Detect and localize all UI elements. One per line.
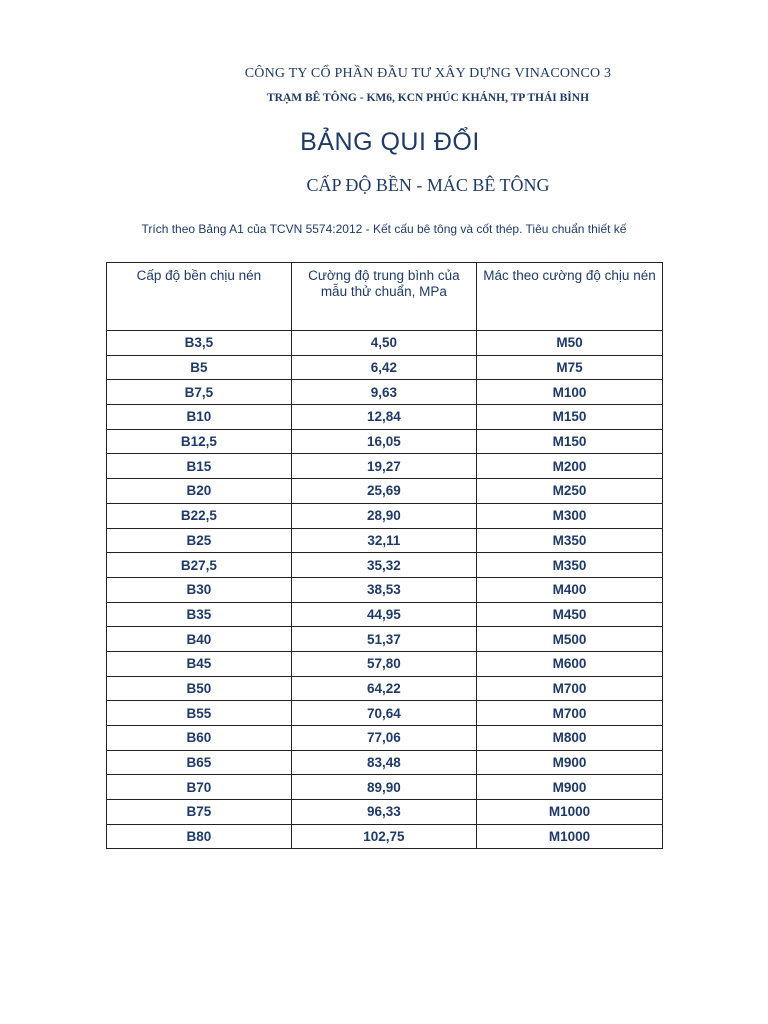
- column-header-grade: Mác theo cường độ chịu nén: [476, 263, 662, 331]
- cell-mean-strength: 64,22: [291, 676, 476, 701]
- cell-mean-strength: 57,80: [291, 651, 476, 676]
- table-row: [107, 479, 663, 504]
- table-row: [107, 577, 663, 602]
- cell-mean-strength: 38,53: [291, 577, 476, 602]
- table-body: [107, 331, 663, 849]
- table-row: [107, 602, 663, 627]
- cell-grade: M200: [476, 454, 662, 479]
- table-row: [107, 355, 663, 380]
- column-header-mean-strength: Cường độ trung bình của mẫu thử chuẩn, MPa: [291, 263, 476, 331]
- cell-mean-strength: 35,32: [291, 553, 476, 578]
- cell-grade: M100: [476, 380, 662, 405]
- cell-strength-class: B60: [107, 726, 292, 751]
- cell-strength-class: B70: [107, 775, 292, 800]
- cell-mean-strength: 89,90: [291, 775, 476, 800]
- table-row: [107, 503, 663, 528]
- cell-grade: M150: [476, 405, 662, 430]
- conversion-table: [106, 262, 663, 849]
- table-row: [107, 405, 663, 430]
- cell-strength-class: B5: [107, 355, 292, 380]
- cell-grade: M250: [476, 479, 662, 504]
- table-row: [107, 380, 663, 405]
- table-row: [107, 553, 663, 578]
- cell-mean-strength: 77,06: [291, 726, 476, 751]
- table-row: [107, 800, 663, 825]
- table-row: [107, 651, 663, 676]
- table-row: [107, 824, 663, 849]
- cell-strength-class: B45: [107, 651, 292, 676]
- cell-grade: M900: [476, 750, 662, 775]
- cell-grade: M500: [476, 627, 662, 652]
- table-row: [107, 627, 663, 652]
- station-address: TRẠM BÊ TÔNG - KM6, KCN PHÚC KHÁNH, TP THÁI BÌNH: [266, 92, 590, 104]
- cell-strength-class: B20: [107, 479, 292, 504]
- cell-strength-class: B10: [107, 405, 292, 430]
- cell-grade: M400: [476, 577, 662, 602]
- cell-strength-class: B27,5: [107, 553, 292, 578]
- cell-strength-class: B25: [107, 528, 292, 553]
- cell-grade: M700: [476, 676, 662, 701]
- cell-strength-class: B50: [107, 676, 292, 701]
- cell-mean-strength: 9,63: [291, 380, 476, 405]
- cell-strength-class: B22,5: [107, 503, 292, 528]
- table-row: [107, 726, 663, 751]
- company-name: CÔNG TY CỔ PHẦN ĐẦU TƯ XÂY DỰNG VINACONCO 3: [244, 66, 612, 81]
- column-header-strength-class: Cấp độ bền chịu nén: [107, 263, 292, 331]
- cell-strength-class: B65: [107, 750, 292, 775]
- cell-grade: M150: [476, 429, 662, 454]
- table-header-row: [107, 263, 663, 331]
- cell-mean-strength: 28,90: [291, 503, 476, 528]
- cell-grade: M700: [476, 701, 662, 726]
- cell-mean-strength: 16,05: [291, 429, 476, 454]
- table-row: [107, 528, 663, 553]
- page-title: BẢNG QUI ĐỔI: [300, 128, 480, 156]
- cell-strength-class: B40: [107, 627, 292, 652]
- cell-strength-class: B55: [107, 701, 292, 726]
- cell-strength-class: B30: [107, 577, 292, 602]
- cell-grade: M75: [476, 355, 662, 380]
- table-row: [107, 701, 663, 726]
- cell-grade: M350: [476, 553, 662, 578]
- cell-strength-class: B12,5: [107, 429, 292, 454]
- cell-mean-strength: 83,48: [291, 750, 476, 775]
- cell-mean-strength: 6,42: [291, 355, 476, 380]
- cell-grade: M1000: [476, 800, 662, 825]
- cell-mean-strength: 70,64: [291, 701, 476, 726]
- cell-strength-class: B75: [107, 800, 292, 825]
- table-row: [107, 750, 663, 775]
- cell-strength-class: B35: [107, 602, 292, 627]
- page-subtitle: CẤP ĐỘ BỀN - MÁC BÊ TÔNG: [306, 175, 550, 195]
- table-row: [107, 454, 663, 479]
- cell-mean-strength: 96,33: [291, 800, 476, 825]
- cell-grade: M800: [476, 726, 662, 751]
- cell-mean-strength: 25,69: [291, 479, 476, 504]
- cell-grade: M450: [476, 602, 662, 627]
- cell-mean-strength: 4,50: [291, 331, 476, 356]
- source-reference: Trích theo Bảng A1 của TCVN 5574:2012 - Kết cấu bê tông và cốt thép. Tiêu chuẩn thiết kế: [141, 222, 627, 236]
- cell-mean-strength: 51,37: [291, 627, 476, 652]
- cell-grade: M50: [476, 331, 662, 356]
- cell-grade: M300: [476, 503, 662, 528]
- cell-grade: M900: [476, 775, 662, 800]
- cell-strength-class: B7,5: [107, 380, 292, 405]
- cell-strength-class: B15: [107, 454, 292, 479]
- cell-strength-class: B3,5: [107, 331, 292, 356]
- table-row: [107, 331, 663, 356]
- cell-mean-strength: 19,27: [291, 454, 476, 479]
- table-row: [107, 429, 663, 454]
- cell-grade: M1000: [476, 824, 662, 849]
- cell-strength-class: B80: [107, 824, 292, 849]
- cell-grade: M350: [476, 528, 662, 553]
- cell-mean-strength: 12,84: [291, 405, 476, 430]
- cell-mean-strength: 32,11: [291, 528, 476, 553]
- table-row: [107, 775, 663, 800]
- cell-mean-strength: 102,75: [291, 824, 476, 849]
- cell-mean-strength: 44,95: [291, 602, 476, 627]
- table-row: [107, 676, 663, 701]
- cell-grade: M600: [476, 651, 662, 676]
